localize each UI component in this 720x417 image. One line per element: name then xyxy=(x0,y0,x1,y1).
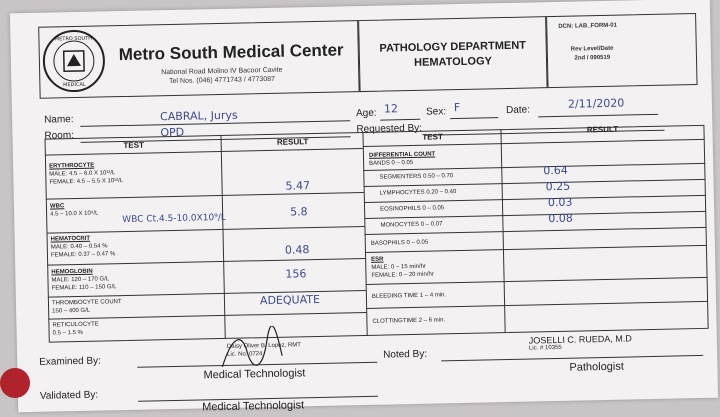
age-line xyxy=(380,119,420,121)
date-line xyxy=(538,114,658,118)
erythrocyte-title: ERYTHROCYTE xyxy=(49,162,95,170)
hospital-seal-logo xyxy=(42,29,105,92)
result-header-right: RESULT xyxy=(586,124,619,135)
sex-label: Sex: xyxy=(425,106,447,118)
validated-label: Validated By: xyxy=(39,389,99,402)
form-revision xyxy=(571,45,614,64)
esr-male: MALE: 0 – 15 min/hr xyxy=(371,263,427,271)
bleeding-label: BLEEDING TIME 1 – 4 min. xyxy=(371,292,447,300)
erythrocyte-female: FEMALE: 4.5 – 5.5 X 10¹²/L xyxy=(49,178,124,186)
differential-cell xyxy=(369,150,436,167)
name-label: Name: xyxy=(44,114,74,126)
eosinophils-result: 0.03 xyxy=(547,195,573,210)
hematocrit-cell xyxy=(51,234,116,259)
hemoglobin-female: FEMALE: 110 – 150 G/L xyxy=(51,284,117,292)
department-name: PATHOLOGY DEPARTMENT xyxy=(379,39,527,55)
clotting-label: CLOTTINGTIME 2 – 6 min. xyxy=(372,317,446,325)
erythrocyte-male: MALE: 4.5 – 6.0 X 10¹²/L xyxy=(49,170,116,178)
sex-value: F xyxy=(453,100,461,115)
hospital-address-block xyxy=(161,66,283,87)
thrombocyte-range: 150 – 400 G/L xyxy=(52,307,91,315)
noted-stamp xyxy=(529,334,632,352)
bands-label: BANDS 0 – 0.05 xyxy=(369,159,414,167)
wbc-cell xyxy=(50,202,99,219)
noted-name: JOSELLI C. RUEDA, M.D xyxy=(528,333,632,346)
lab-report-form xyxy=(10,0,718,412)
reticulocyte-range: 0.5 – 1.5 % xyxy=(52,329,84,337)
wbc-note: WBC Ct.4.5-10.0X10⁹/L xyxy=(122,212,226,226)
noted-role: Pathologist xyxy=(569,360,624,374)
erythrocyte-cell xyxy=(49,161,123,187)
section-name: HEMATOLOGY xyxy=(413,55,493,69)
basophils-label: BASOPHILS 0 – 0.05 xyxy=(370,239,429,247)
department-block xyxy=(373,38,534,71)
reticulocyte-cell xyxy=(52,321,99,338)
wbc-result: 5.8 xyxy=(289,205,308,219)
examined-lic: Lic. No. 0724 xyxy=(227,351,263,358)
room-value: OPD xyxy=(160,125,185,140)
date-value: 2/11/2020 xyxy=(567,96,625,111)
examined-name: Daisy Oliver B. Lopez, RMT xyxy=(226,342,302,350)
svg-text:METRO SOUTH: METRO SOUTH xyxy=(54,35,93,43)
thrombocyte-result: ADEQUATE xyxy=(259,292,321,308)
hemoglobin-result: 156 xyxy=(285,267,307,281)
room-label: Room: xyxy=(44,130,75,142)
erythrocyte-result: 5.47 xyxy=(285,179,311,193)
reticulocyte-title: RETICULOCYTE xyxy=(52,321,99,329)
date-label: Date: xyxy=(505,104,531,117)
wbc-range: 4.5 – 10.0 X 10⁹/L xyxy=(50,210,99,218)
hematocrit-female: FEMALE: 0.37 – 0.47 % xyxy=(50,251,116,259)
rev-label: Rev Level/Date xyxy=(570,45,614,53)
result-header-left: RESULT xyxy=(276,137,309,147)
examined-label: Examined By: xyxy=(39,355,102,368)
examined-role: Medical Technologist xyxy=(203,367,306,382)
validated-role: Medical Technologist xyxy=(202,399,305,414)
requested-label: Requested By: xyxy=(356,122,423,136)
hospital-address: National Road Molino IV Bacoor Cavite xyxy=(161,66,283,77)
hematocrit-male: MALE: 0.40 – 0.54 % xyxy=(50,243,108,251)
age-value: 12 xyxy=(383,102,399,116)
hematocrit-title: HEMATOCRIT xyxy=(50,235,91,243)
hospital-tel: Tel Nos. (046) 4771743 / 4773087 xyxy=(169,75,276,86)
test-header-right: TEST xyxy=(422,132,443,142)
hemoglobin-cell xyxy=(51,267,116,292)
esr-female: FEMALE: 0 – 20 min/hr xyxy=(371,271,434,279)
hospital-name: Metro South Medical Center xyxy=(118,40,344,65)
lymphocytes-label: LYMPHOCYTES 0.20 – 0.40 xyxy=(379,189,457,197)
patient-name: CABRAL, Jurys xyxy=(159,108,238,124)
thrombocyte-title: THROMBOCYTE COUNT xyxy=(51,299,122,307)
esr-title: ESR xyxy=(371,256,384,263)
noted-label: Noted By: xyxy=(383,348,428,361)
monocytes-result: 0.08 xyxy=(548,211,573,226)
sex-line xyxy=(450,117,498,119)
noted-lic: Lic. # 10355 xyxy=(528,344,562,352)
hemoglobin-title: HEMOGLOBIN xyxy=(51,268,93,276)
segmenters-label: SEGMENTERS 0.50 – 0.70 xyxy=(379,173,454,181)
lymphocytes-result: 0.25 xyxy=(545,179,571,194)
hematocrit-result: 0.48 xyxy=(284,243,310,257)
hemoglobin-male: MALE: 120 – 170 G/L xyxy=(51,276,110,284)
segmenters-result: 0.64 xyxy=(543,163,568,178)
differential-title: DIFFERENTIAL COUNT xyxy=(368,151,436,159)
esr-cell xyxy=(371,255,434,280)
rev-value: 2nd / 090519 xyxy=(574,54,611,62)
fingertip-photo-artifact xyxy=(0,368,30,398)
age-label: Age: xyxy=(355,107,377,120)
noted-line xyxy=(441,355,703,361)
thrombocyte-cell xyxy=(52,298,122,315)
wbc-title: WBC xyxy=(49,203,65,210)
eosinophils-label: EOSINOPHILS 0 – 0.05 xyxy=(380,205,445,213)
form-code: DCN: LAB_FORM-01 xyxy=(558,22,618,30)
svg-text:MEDICAL: MEDICAL xyxy=(63,81,86,89)
test-header-left: TEST xyxy=(123,140,144,151)
monocytes-label: MONOCYTES 0 – 0.07 xyxy=(380,221,443,229)
